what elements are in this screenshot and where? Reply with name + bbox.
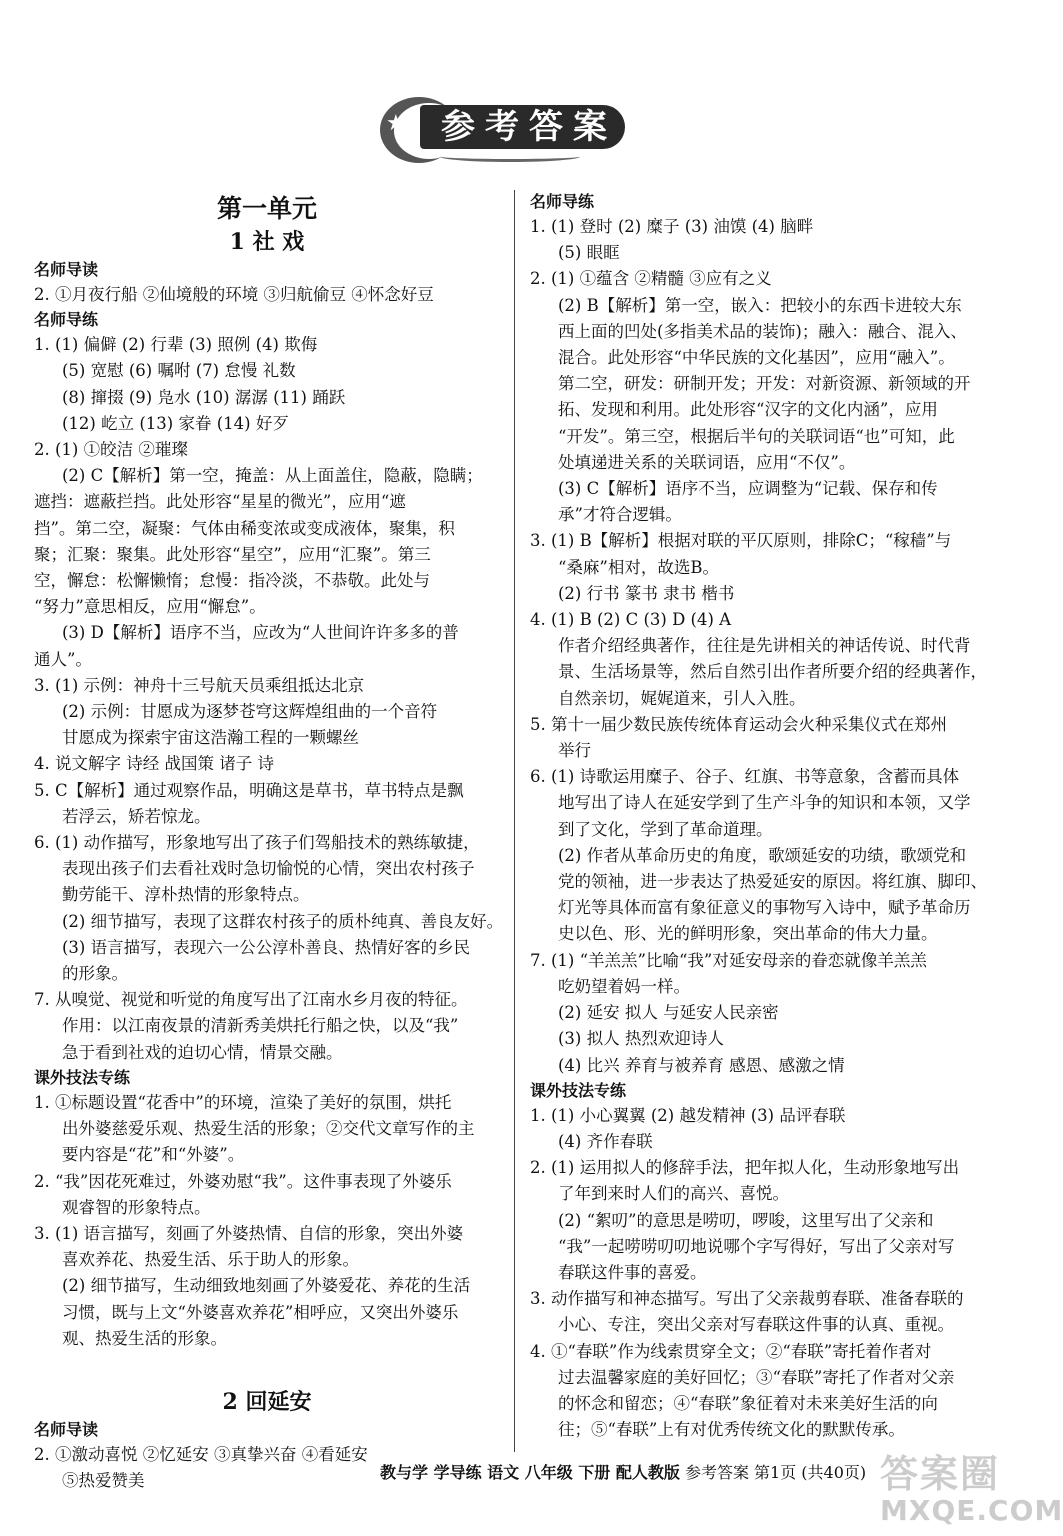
answer-line: (2) 行书 篆书 隶书 楷书 [558, 583, 735, 603]
column-divider [514, 190, 515, 1452]
answer-line: 2. (1) ①蕴含 ②精髓 ③应有之义 [530, 269, 772, 289]
answer-line: (2) C【解析】第一空，掩盖：从上面盖住，隐蔽，隐瞒； [62, 466, 483, 486]
watermark-logo: 答案圈 [880, 1452, 1001, 1496]
answer-line: 出外婆慈爱乐观、热爱生活的形象；②交代文章写作的主 [62, 1119, 475, 1139]
answer-line: 表现出孩子们去看社戏时急切愉悦的心情，突出农村孩子 [62, 859, 475, 879]
section-heading: 名师导读 [34, 260, 99, 279]
answer-line: 3. (1) B【解析】根据对联的平仄原则，排除C；“稼穑”与 [530, 531, 952, 551]
answer-line: 甘愿成为探索宇宙这浩瀚工程的一颗螺丝 [62, 728, 359, 748]
answer-line: 景、生活场景等，然后自然引出作者所要介绍的经典著作， [558, 662, 987, 682]
answer-line: 3. (1) 示例：神舟十三号航天员乘组抵达北京 [34, 675, 365, 695]
answer-line: 2. “我”因花死难过，外婆劝慰“我”。这件事表现了外婆乐 [34, 1171, 452, 1191]
section-heading: 名师导练 [34, 310, 99, 330]
answer-line: 3. (1) 语言描写，刻画了外婆热情、自信的形象，突出外婆 [34, 1223, 464, 1243]
book-title: 教与学 学导练 语文 八年级 下册 配人教版 [380, 1463, 680, 1482]
answer-line: (2) B【解析】第一空，嵌入：把较小的东西卡进较大东 [558, 295, 962, 315]
answer-line: (3) D【解析】语序不当，应改为“人世间许许多多的普 [62, 623, 459, 643]
unit-title: 第一单元 [216, 194, 317, 223]
answer-line: 小心、专注，突出父亲对写春联这件事的认真、重视。 [558, 1315, 954, 1335]
answer-line: “我”一起唠唠叨叨地说哪个字写得好，写出了父亲对写 [558, 1236, 955, 1256]
page-title: 参考答案 [441, 107, 617, 147]
answer-line: (2) 细节描写，生动细致地刻画了外婆爱花、养花的生活 [62, 1276, 471, 1296]
answer-line: 史以色、形、光的鲜明形象，突出革命的伟大力量。 [558, 924, 938, 944]
answer-line: 处填递进关系的关联词语，应用“不仅”。 [558, 452, 856, 472]
section-heading: 课外技法专练 [34, 1067, 131, 1087]
answer-line: 混合。此处形容“中华民族的文化基因”，应用“融入”。 [558, 348, 955, 368]
answer-line: 7. 从嗅觉、视觉和听觉的角度写出了江南水乡月夜的特征。 [34, 990, 468, 1010]
answer-line: (3) C【解析】语序不当，应调整为“记载、保存和传 [558, 479, 938, 499]
answer-line: 6. (1) 动作描写，形象地写出了孩子们驾船技术的熟练敏捷， [34, 833, 480, 853]
answer-line: 挡”。第二空，凝聚：气体由稀变浓或变成液体，聚集，积 [34, 518, 455, 538]
answer-line: (4) 比兴 养育与被养育 感恩、感激之情 [558, 1055, 845, 1075]
answer-line: 2. (1) ①皎洁 ②璀璨 [34, 440, 188, 460]
answer-line: 4. (1) B (2) C (3) D (4) A [530, 610, 732, 630]
answer-line: “开发”。第三空，根据后半句的关联词语“也”可知，此 [558, 426, 955, 446]
lesson-title: 1 社 戏 [229, 229, 305, 255]
answer-line: 举行 [558, 741, 591, 761]
answer-line: 2. (1) 运用拟人的修辞手法，把年拟人化，生动形象地写出 [530, 1158, 960, 1178]
watermark-url: MXQE.COM [880, 1494, 1063, 1527]
answer-line: (2) 延安 拟人 与延安人民亲密 [558, 1003, 779, 1023]
answer-line: 若浮云，矫若惊龙。 [62, 806, 211, 826]
answer-line: 的怀念和留恋；④“春联”象征着对未来美好生活的向 [558, 1393, 938, 1413]
answer-line: (3) 语言描写，表现六一公公淳朴善良、热情好客的乡民 [62, 937, 471, 957]
answer-line: 4. 说文解字 诗经 战国策 诸子 诗 [34, 754, 274, 774]
star-icon: ★ [386, 111, 406, 136]
section-heading: 课外技法专练 [530, 1080, 627, 1100]
answer-line: (5) 眼眶 [558, 243, 620, 263]
answer-line: “努力”意思相反，应用“懈怠”。 [34, 597, 266, 617]
answer-line: 要内容是“花”和“外婆”。 [62, 1145, 245, 1165]
answer-line: (8) 撺掇 (9) 凫水 (10) 潺潺 (11) 踊跃 [62, 387, 346, 407]
section-heading: 名师导练 [530, 192, 595, 211]
answer-line: 作者介绍经典著作，往往是先讲相关的神话传说、时代背 [558, 636, 971, 656]
answer-line: 勤劳能干、淳朴热情的形象特点。 [62, 885, 310, 905]
answer-line: 5. C【解析】通过观察作品，明确这是草书，草书特点是飘 [34, 780, 464, 800]
answer-line: 拓、发现和利用。此处形容“汉字的文化内涵”，应用 [558, 400, 938, 420]
answer-line: 观睿智的形象特点。 [62, 1197, 211, 1217]
answer-line: 往；⑤“春联”上有对优秀传统文化的默默传承。 [558, 1420, 905, 1440]
answer-line: 遮挡：遮蔽拦挡。此处形容“星星的微光”，应用“遮 [34, 492, 406, 512]
answer-line: 地写出了诗人在延安学到了生产斗争的知识和本领，又学 [558, 793, 971, 813]
answer-line: (2) 作者从革命历史的角度，歌颂延安的功绩，歌颂党和 [558, 845, 967, 865]
answer-line: 1. (1) 偏僻 (2) 行辈 (3) 照例 (4) 欺侮 [34, 335, 318, 355]
answer-line: 2. ①月夜行船 ②仙境般的环境 ③归航偷豆 ④怀念好豆 [34, 285, 434, 304]
answer-line: (2) 示例：甘愿成为逐梦苍穹这辉煌组曲的一个音符 [62, 702, 438, 722]
answer-line: ⑤热爱赞美 [62, 1471, 145, 1491]
answer-line: 第二空，研发：研制开发；开发：对新资源、新领域的开 [558, 374, 971, 394]
answer-line: 1. (1) 登时 (2) 糜子 (3) 油馍 (4) 脑畔 [530, 217, 814, 236]
left-column [34, 190, 504, 1494]
answer-line: 急于看到社戏的迫切心情，情景交融。 [62, 1042, 343, 1062]
answer-line: 2. ①激动喜悦 ②忆延安 ③真挚兴奋 ④看延安 [34, 1444, 368, 1464]
answer-line: 自然亲切，娓娓道来，引人入胜。 [558, 688, 806, 708]
answer-line: 喜欢养花、热爱生活、乐于助人的形象。 [62, 1250, 359, 1270]
answer-line: 1. ①标题设置“花香中”的环境，渲染了美好的氛围，烘托 [34, 1092, 452, 1112]
answer-line: 过去温馨家庭的美好回忆；③“春联”寄托了作者对父亲 [558, 1367, 955, 1387]
answer-line: 7. (1) “羊羔羔”比喻“我”对延安母亲的眷恋就像羊羔羔 [530, 950, 927, 970]
answer-line: (3) 拟人 热烈欢迎诗人 [558, 1029, 724, 1049]
answer-line: 党的领袖，进一步表达了热爱延安的原因。将红旗、脚印、 [558, 872, 987, 892]
answer-line: (2) “絮叨”的意思是唠叨，啰唆，这里写出了父亲和 [558, 1210, 934, 1230]
answer-line: 聚；汇聚：聚集。此处形容“星空”，应用“汇聚”。第三 [34, 544, 431, 564]
answer-line: 5. 第十一届少数民族传统体育运动会火种采集仪式在郑州 [530, 714, 947, 734]
answer-line: 习惯，既与上文“外婆喜欢养花”相呼应，又突出外婆乐 [62, 1302, 459, 1322]
answer-line: 3. 动作描写和神态描写。写出了父亲裁剪春联、准备春联的 [530, 1289, 964, 1309]
answer-line: 吃奶望着妈一样。 [558, 976, 690, 996]
answer-line: 灯光等具体而富有象征意义的事物写入诗中，赋予革命历 [558, 898, 971, 918]
answer-line: (4) 齐作春联 [558, 1131, 653, 1151]
watermark [880, 1452, 1063, 1532]
page-number: 参考答案 第1页 (共40页) [684, 1463, 867, 1482]
right-column [530, 190, 1000, 1443]
answer-line: 观、热爱生活的形象。 [62, 1328, 227, 1348]
answer-line: 通人”。 [34, 649, 92, 669]
answer-line: 1. (1) 小心翼翼 (2) 越发精神 (3) 品评春联 [530, 1105, 846, 1125]
answer-line: 到了文化，学到了革命道理。 [558, 819, 773, 839]
answer-line: “桑麻”相对，故选B。 [558, 557, 719, 577]
answer-line: 作用：以江南夜景的清新秀美烘托行船之快，以及“我” [62, 1016, 459, 1036]
answer-line: (2) 细节描写，表现了这群农村孩子的质朴纯真、善良友好。 [62, 911, 504, 931]
answer-line: (12) 屹立 (13) 家眷 (14) 好歹 [62, 413, 289, 433]
answer-line: 西上面的凹处(多指美术品的装饰)；融入：融合、混入、 [558, 321, 967, 341]
answer-line: 4. ①“春联”作为线索贯穿全文；②“春联”寄托着作者对 [530, 1341, 932, 1361]
answer-line: 承”才符合逻辑。 [558, 505, 682, 525]
lesson-title: 2 回延安 [222, 1388, 312, 1415]
answer-key-banner [380, 95, 640, 167]
answer-line: (5) 宽慰 (6) 嘱咐 (7) 怠慢 礼数 [62, 361, 296, 381]
answer-line: 了年到来时人们的高兴、喜悦。 [558, 1184, 789, 1204]
answer-line: 春联这件事的喜爱。 [558, 1262, 707, 1282]
answer-line: 6. (1) 诗歌运用糜子、谷子、红旗、书等意象，含蓄而具体 [530, 767, 960, 787]
section-heading: 名师导读 [34, 1419, 99, 1439]
answer-line: 的形象。 [62, 964, 128, 984]
answer-line: 空，懈怠：松懈懒惰；怠慢：指冷淡，不恭敬。此处与 [34, 571, 430, 591]
